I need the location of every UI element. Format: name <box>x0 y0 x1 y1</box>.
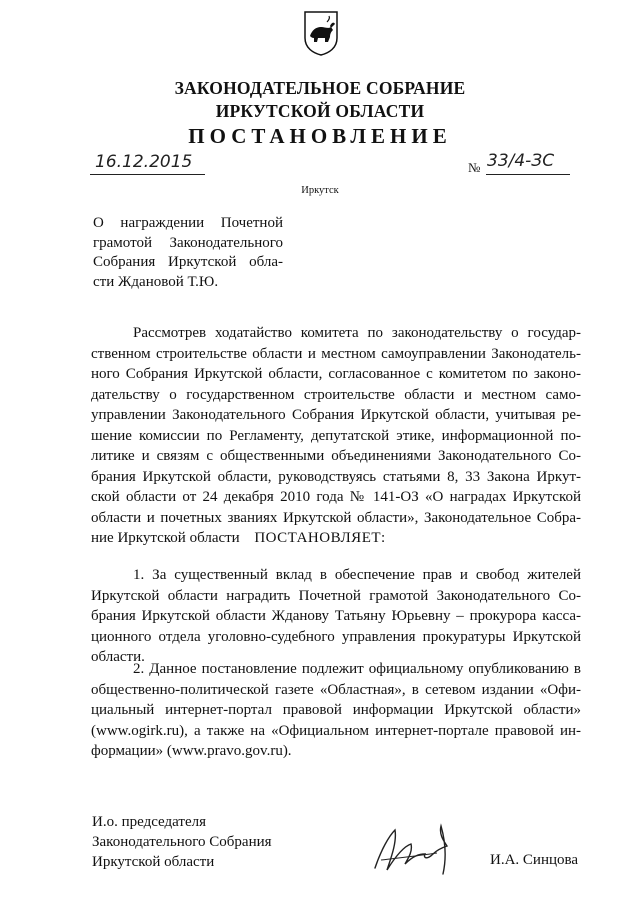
document-date-handwritten: 16.12.2015 <box>95 152 193 172</box>
organization-name-line2: ИРКУТСКОЙ ОБЛАСТИ <box>215 101 425 121</box>
subject-line: Собрания Иркутской обла- <box>93 254 283 270</box>
coat-of-arms-emblem <box>303 10 339 56</box>
paragraph-line: области. <box>91 649 145 665</box>
document-type-title: ПОСТАНОВЛЕНИЕ <box>188 124 452 148</box>
paragraph-line: области и почетных званиях Иркутской области», Законодательное Собра- <box>91 509 581 526</box>
resolution-item-2 <box>91 659 581 762</box>
paragraph-line: формации» (www.pravo.gov.ru). <box>91 743 292 759</box>
paragraph-line: ние Иркутской области <box>91 530 240 546</box>
date-underline <box>90 174 205 175</box>
paragraph-line: Иркутской области наградить Почетной грамотой Законодательного Со- <box>91 587 581 604</box>
preamble-paragraph <box>91 323 581 549</box>
signatory-title-line: И.о. председателя <box>92 814 207 830</box>
signatory-title-line: Иркутской области <box>92 854 215 870</box>
document-subject <box>93 214 283 292</box>
paragraph-line: (www.ogirk.ru), а также на «Официальном интернет-портале правовой ин- <box>91 722 581 739</box>
paragraph-line: дательству о государственном строительстве области и местном само- <box>91 386 581 403</box>
document-number-handwritten: 33/4-ЗС <box>487 151 555 171</box>
paragraph-line: управлении Законодательного Собрания Иркутской области, учитывая ре- <box>91 407 581 423</box>
paragraph-line: ного Собрания Иркутской области, согласованное с комитетом по законо- <box>91 366 581 382</box>
number-underline <box>486 174 570 175</box>
paragraph-line: ственном строительстве области и местном самоуправлении Законодатель- <box>91 345 581 362</box>
paragraph-line: 2. Данное постановление подлежит официальному опубликованию в <box>133 661 581 677</box>
resolution-item-1 <box>91 565 581 668</box>
paragraph-line: циальный интернет-портал правовой информации Иркутской области» <box>91 702 581 718</box>
number-label: № <box>468 160 481 175</box>
paragraph-line: Рассмотрев ходатайство комитета по законодательству о государ- <box>133 325 581 341</box>
paragraph-line: брания Иркутской области, руководствуясь статьями 8, 33 Закона Иркут- <box>91 468 581 485</box>
signatory-title <box>92 812 272 872</box>
subject-line: грамотой Законодательного <box>93 234 283 251</box>
paragraph-line: общественно-политической газете «Областная», в сетевом издании «Офи- <box>91 681 581 698</box>
subject-line: сти Ждановой Т.Ю. <box>93 273 219 290</box>
paragraph-line: 1. За существенный вклад в обеспечение прав и свобод жителей <box>133 567 581 583</box>
paragraph-line: ционного отдела уголовно-судебного управления прокуратуры Иркутской <box>91 628 581 645</box>
resolves-heading: ПОСТАНОВЛЯЕТ: <box>254 530 386 546</box>
signatory-title-line: Законодательного Собрания <box>92 834 272 850</box>
paragraph-line: брания Иркутской области Жданову Татьяну Юрьевну – прокурора касса- <box>91 608 581 624</box>
paragraph-line: шение комиссии по Регламенту, депутатской этике, информационной по- <box>91 427 581 444</box>
subject-line: О награждении Почетной <box>93 215 283 231</box>
signer-name: И.А. Синцова <box>490 852 579 868</box>
handwritten-signature <box>367 820 467 880</box>
organization-name-line1: ЗАКОНОДАТЕЛЬНОЕ СОБРАНИЕ <box>174 78 466 98</box>
paragraph-line: ской области от 24 декабря 2010 года № 141-ОЗ «О наградах Иркутской <box>91 489 581 505</box>
city-name: Иркутск <box>301 185 339 196</box>
paragraph-line: литике и связям с общественными объединениями Законодательного Со- <box>91 448 581 464</box>
